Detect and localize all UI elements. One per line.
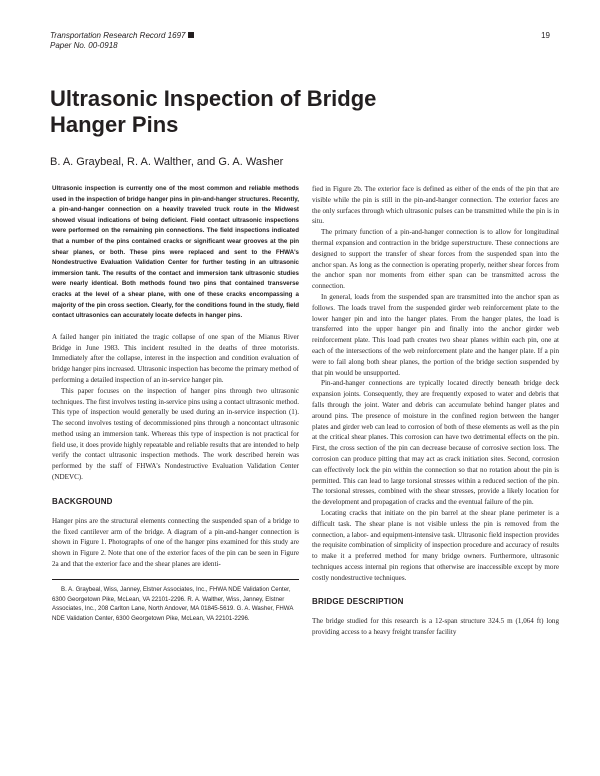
intro-paragraph-1: A failed hanger pin initiated the tragic collapse of one span of the Mianus River Bridge in June 1983. This incident resulted in the deaths of three motorists. Immediately after the collapse, interest in the inspection and condition evaluation of bridge hanger pins increased. Ultrasonic inspection has become the primary method of performing a detailed inspection of an in-service hanger pin. bbox=[52, 332, 299, 384]
footnote-rule bbox=[52, 579, 299, 580]
bridge-paragraph: The bridge studied for this research is a 12-span structure 324.5 m (1,064 ft) long providing access to a heavy freight transfer facility bbox=[312, 617, 559, 637]
title-line-1: Ultrasonic Inspection of Bridge bbox=[50, 86, 377, 111]
header-square-icon bbox=[188, 32, 194, 38]
author-affiliations-footnote: B. A. Graybeal, Wiss, Janney, Elstner Associates, Inc., FHWA NDE Validation Center, 6300 Georgetown Pike, McLean, VA 22101-2296. R. A. Walther, Wiss, Janney, Elstner Associates, Inc., 208 Carlton Lane, North Andover, MA 01845-5619. G. A. Washer, FHWA NDE Validation Center, 6300 Georgetown Pike, McLean, VA 22101-2296. bbox=[52, 585, 294, 623]
body-paragraph-1: fied in Figure 2b. The exterior face is defined as either of the ends of the pin that are visible while the pin is still in the pin-and-hanger connection. The exterior faces are the only surfaces through which ultrasonic pulses can be transmitted while the pin is in situ. bbox=[312, 185, 559, 226]
abstract: Ultrasonic inspection is currently one of the most common and reliable methods used in the inspection of bridge hanger pins in pin-and-hanger structures. Recently, a pin-and-hanger connection on a heavily traveled truck route in the Midwest showed visual indications of being deficient. Field contact ultrasonic inspections were performed on the remaining pin connections. The field inspections indicated that a number of the pins contained cracks or significant wear grooves at the pin shear planes, or both. These pins were replaced and sent to the FHWA's Nondestructive Evaluation Validation Center for further testing in an ultrasonic immersion tank. The results of the contact and immersion tank ultrasonic studies were nearly identical. Both methods found two pins that contained transverse cracks at the level of a shear plane, with one of these cracks encompassing a majority of the pin cross section. Clearly, for the conditions found in the study, field contact ultrasonics can accurately locate defects in hanger pins. bbox=[52, 185, 299, 320]
running-header bbox=[50, 31, 194, 51]
paper-title bbox=[50, 86, 550, 138]
body-paragraph-3: In general, loads from the suspended span are transmitted into the anchor span as follows. The loads travel from the suspended girder web reinforcement plate to the lower hanger pin and into the hanger plates. From the hanger plates, the load is transferred into the upper hanger pin and finally into the anchor girder web reinforcement plate. This load path creates two shear planes within each pin, one at each of the intersections of the web reinforcement plate and the hanger plate. If a pin were to fail along both shear planes, the portion of the bridge section suspended by that pin would be unsupported. bbox=[312, 292, 559, 377]
author-list: B. A. Graybeal, R. A. Walther, and G. A. Washer bbox=[50, 156, 284, 168]
section-heading-bridge-description: BRIDGE DESCRIPTION bbox=[312, 597, 404, 607]
body-paragraph-2: The primary function of a pin-and-hanger connection is to allow for longitudinal thermal expansion and contraction in the bridge superstructure. These connections are designed to support the transfer of shear forces from the suspended span into the anchor span. As long as the connection is operating properly, neither shear forces from the anchor span nor moments from either span can be transmitted across the connection. bbox=[312, 228, 559, 291]
paper-number: Paper No. 00-0918 bbox=[50, 41, 118, 50]
title-line-2: Hanger Pins bbox=[50, 112, 179, 137]
body-paragraph-4: Pin-and-hanger connections are typically located directly beneath bridge deck expansion joints. Consequently, they are frequently exposed to water and debris that falls through the joint. Water and debris can accumulate behind hanger plates and around pins. The presence of moisture in the confined region between the hanger plates and girder web can lead to corrosion of both of these elements as well as the pin at the critical shear planes. This corrosion can have two detrimental effects on the pin. First, the cross section of the pin can decrease because of corrosive section loss. The corrosion can produce pitting that may act as crack initiation sites. Second, corrosion can effectively lock the pin within the connection so that no rotation about the pin is permitted. This can lead to large torsional stresses within a reduced section of the pin. The torsional stresses, combined with the shear stresses, provide a likely location for the development and propagation of cracks and the eventual failure of the pin. bbox=[312, 379, 559, 507]
body-paragraph-5: Locating cracks that initiate on the pin barrel at the shear plane perimeter is a difficult task. The shear plane is not visible unless the pin is removed from the connection, a labor- and equipment-intensive task. Ultrasonic field inspection provides the requisite combination of simplicity of inspection procedure and accuracy of results to make it a preferred method for many bridge owners. Furthermore, ultrasonic techniques access internal pin regions that otherwise are inaccessible except by more costly nondestructive techniques. bbox=[312, 508, 559, 582]
right-column bbox=[312, 184, 559, 638]
page-number: 19 bbox=[541, 31, 550, 40]
left-column bbox=[52, 184, 299, 624]
background-paragraph: Hanger pins are the structural elements connecting the suspended span of a bridge to the fixed cantilever arm of the bridge. A diagram of a pin-and-hanger connection is shown in Figure 1. Photographs of one of the hanger pins examined for this study are shown in Figure 2. Note that one of the exterior faces of the pin can be seen in Figure 2a and that the exterior face and the shear planes are identi- bbox=[52, 516, 299, 569]
intro-paragraph-2: This paper focuses on the inspection of hanger pins through two ultrasonic techniques. The first involves testing in-service pins using a contact ultrasonic method. This type of inspection would generally be used during an in-service inspection (1). The second involves testing of decommissioned pins through a noncontact ultrasonic method using an immersion tank. Whereas this type of inspection is not practical for field use, it does provide highly repeatable and reliable results that are intended to help verify the contact ultrasonic inspection methods. The work described herein was performed by the staff of FHWA's Nondestructive Evaluation Validation Center (NDEVC). bbox=[52, 386, 299, 482]
section-heading-background: BACKGROUND bbox=[52, 496, 113, 506]
journal-name: Transportation Research Record 1697 bbox=[50, 31, 186, 40]
